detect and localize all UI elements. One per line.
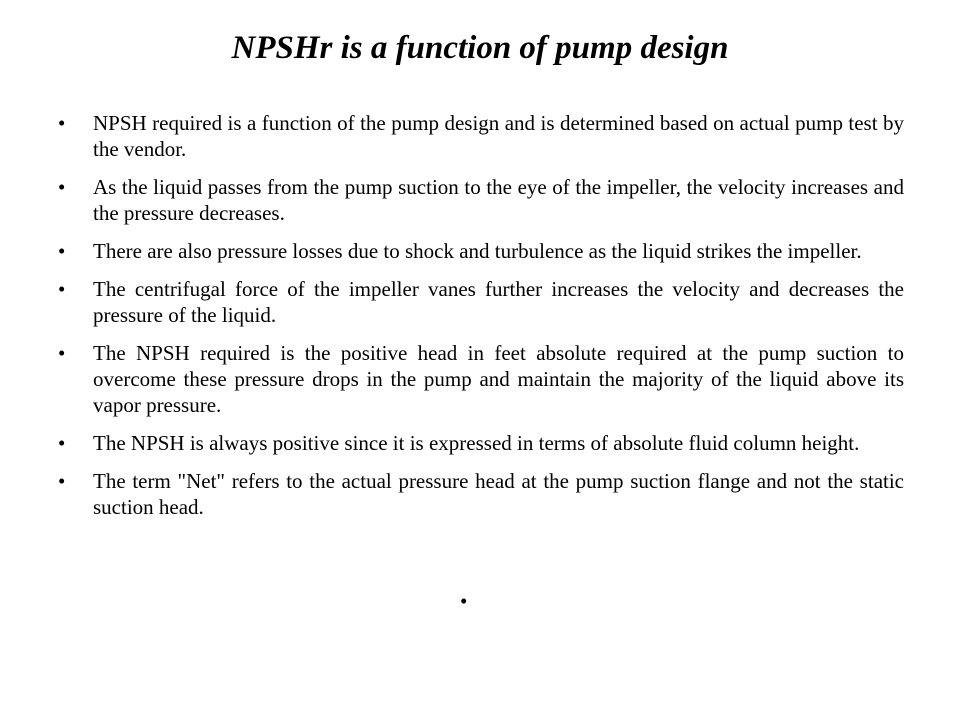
bullet-text: The term "Net" refers to the actual pressure head at the pump suction flange and not the static suction head.	[93, 469, 904, 519]
bullet-icon: •	[58, 341, 66, 365]
bullet-item	[58, 468, 904, 520]
bullet-icon: •	[58, 469, 66, 493]
bullet-text: NPSH required is a function of the pump design and is determined based on actual pump test by the vendor.	[93, 111, 904, 161]
bullet-item	[58, 430, 904, 456]
empty-bullet-icon: •	[460, 589, 468, 613]
bullet-text: As the liquid passes from the pump suction to the eye of the impeller, the velocity increases and the pressure decreases.	[93, 175, 904, 225]
slide-title: NPSHr is a function of pump design	[231, 30, 729, 66]
bullet-icon: •	[58, 431, 66, 455]
bullet-item	[58, 340, 904, 418]
bullet-icon: •	[58, 239, 66, 263]
bullet-item	[58, 238, 904, 264]
bullet-text: The centrifugal force of the impeller vanes further increases the velocity and decreases the pressure of the liquid.	[93, 277, 904, 327]
bullet-icon: •	[58, 175, 66, 199]
bullet-text: The NPSH required is the positive head in feet absolute required at the pump suction to overcome these pressure drops in the pump and maintain the majority of the liquid above its vapor pressure.	[93, 341, 904, 417]
bullet-list	[58, 110, 904, 532]
bullet-text: There are also pressure losses due to shock and turbulence as the liquid strikes the impeller.	[93, 239, 862, 263]
bullet-item	[58, 276, 904, 328]
bullet-item	[58, 110, 904, 162]
bullet-icon: •	[58, 111, 66, 135]
bullet-text: The NPSH is always positive since it is expressed in terms of absolute fluid column height.	[93, 431, 860, 455]
bullet-icon: •	[58, 277, 66, 301]
bullet-item	[58, 174, 904, 226]
